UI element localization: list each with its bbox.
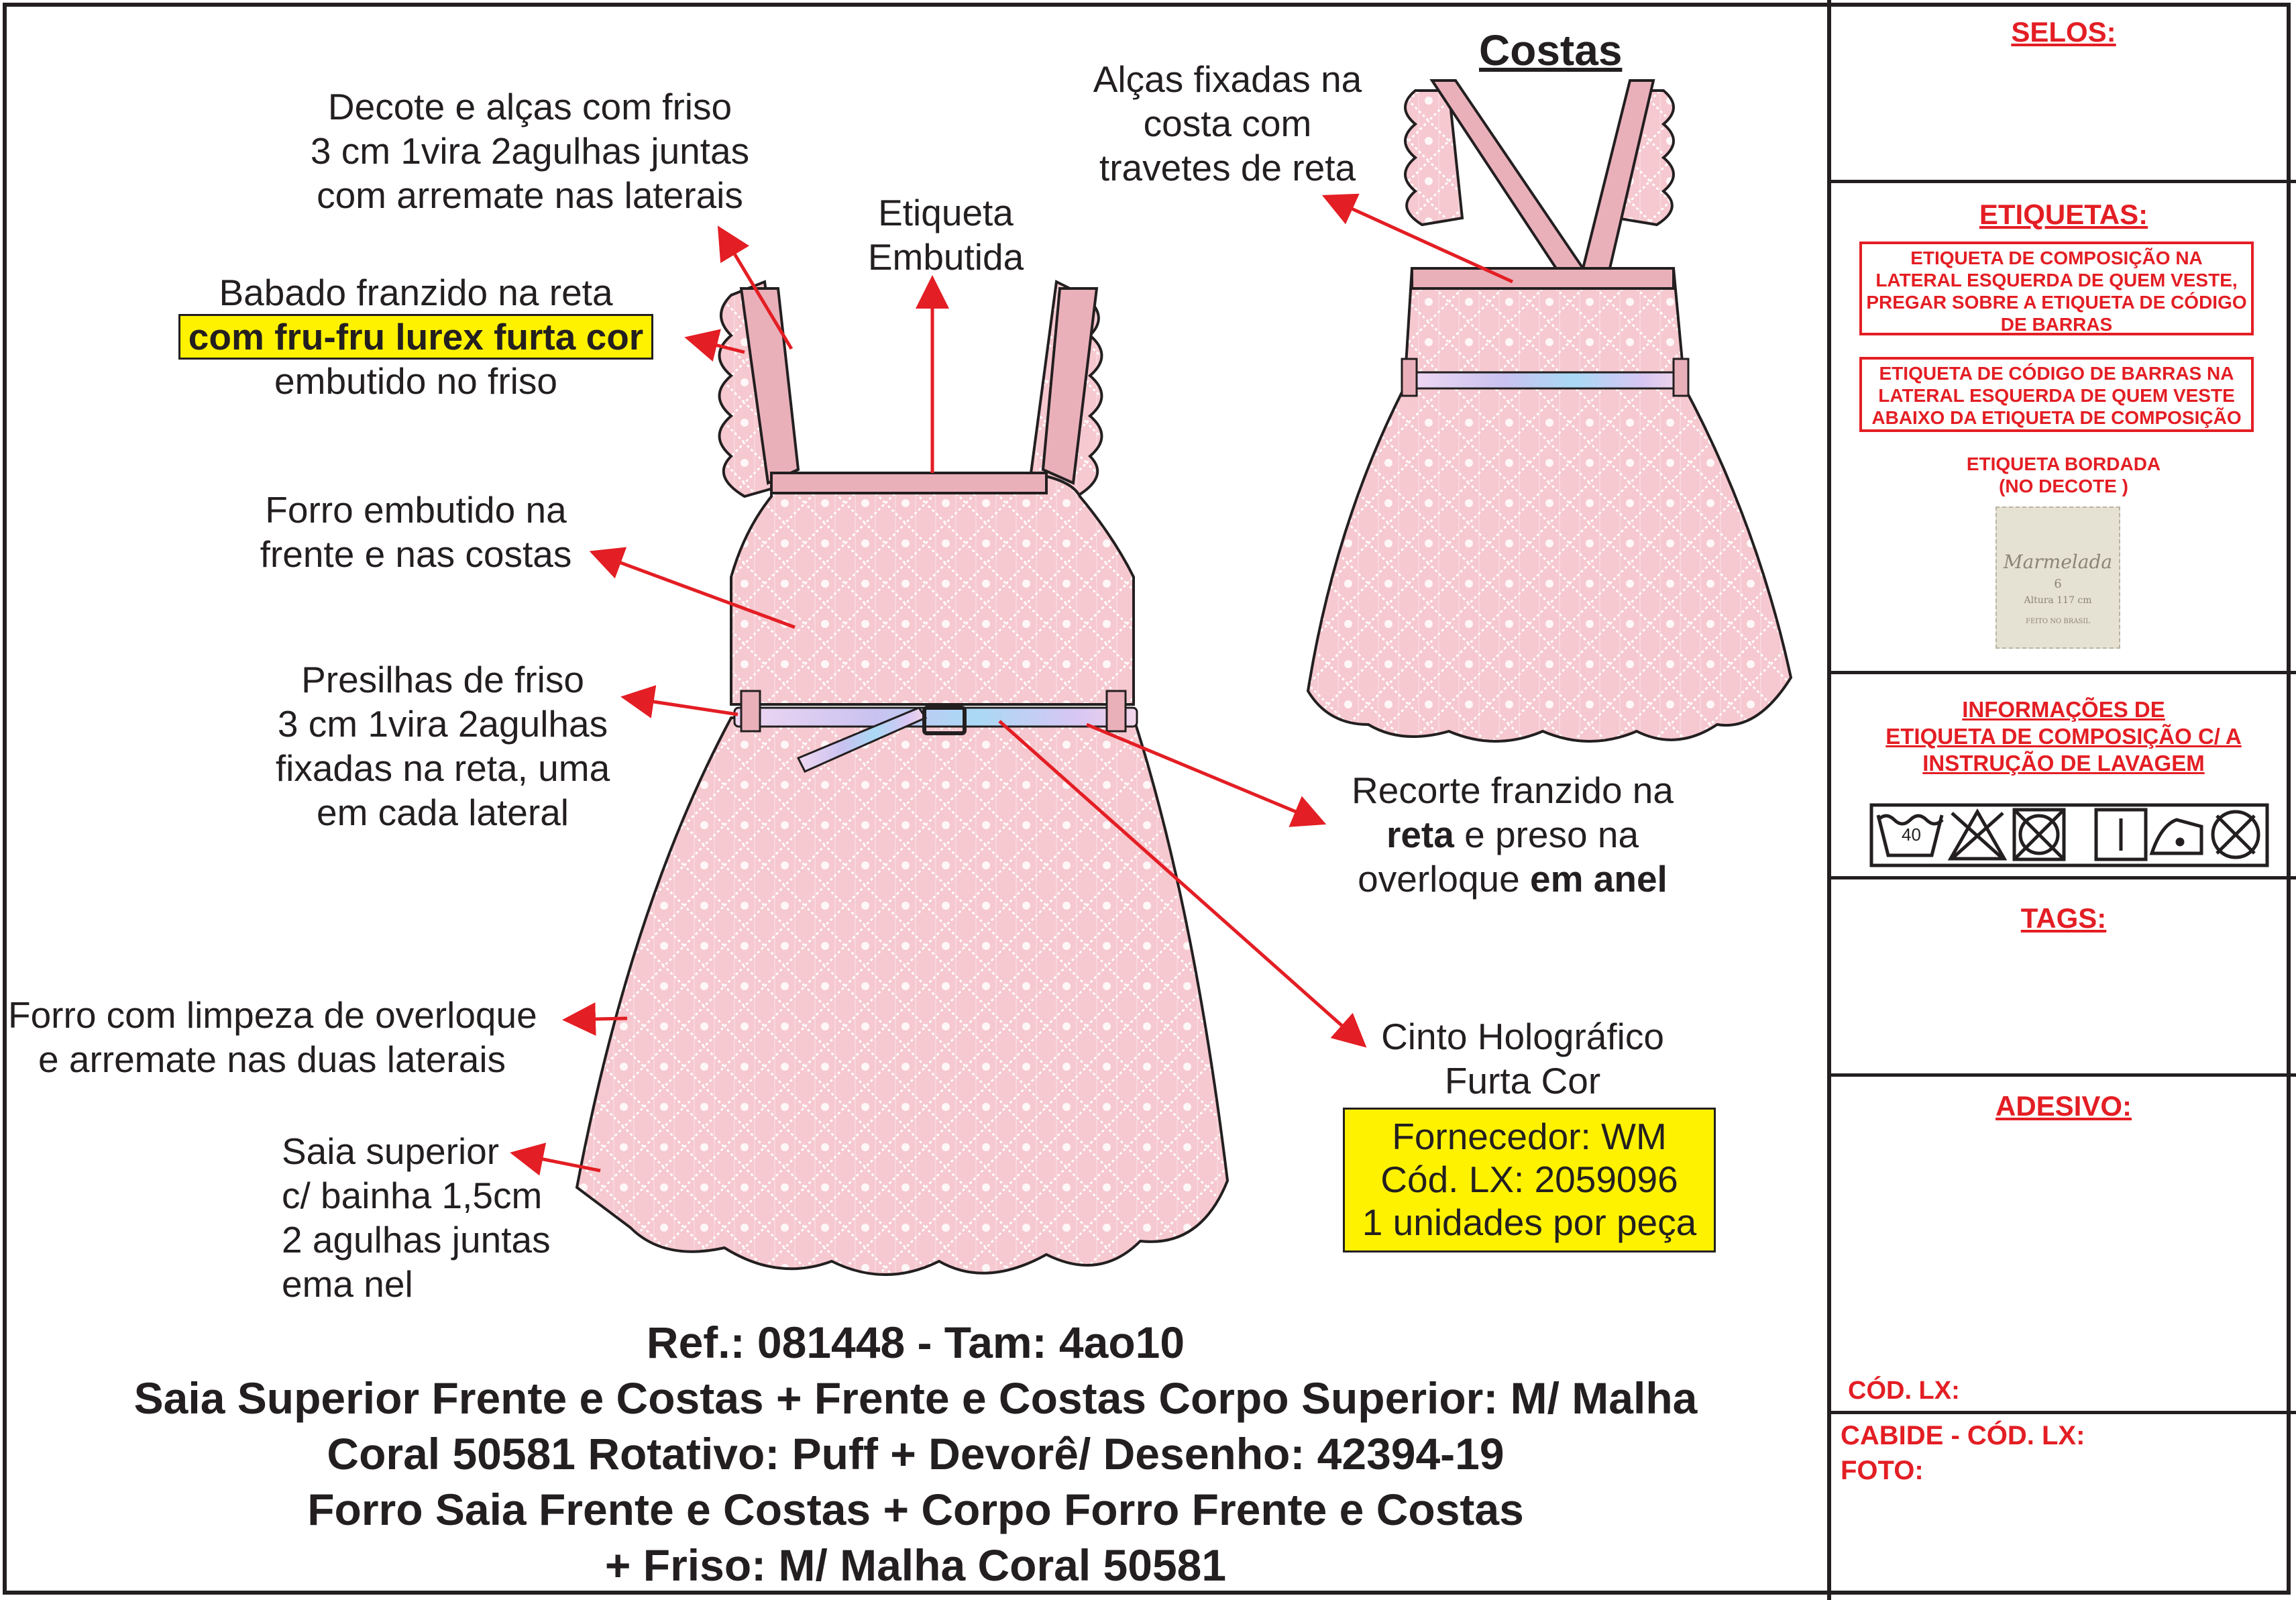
presilhas-annotation: [255, 657, 631, 835]
embroidered-label: [1996, 506, 2120, 649]
etiqueta-embutida-annotation: [838, 191, 1053, 279]
presilhas-line-3: fixadas na reta, uma: [275, 747, 610, 789]
wash-temp-text: 40: [1902, 824, 1921, 845]
front-dress: [577, 282, 1227, 1275]
adesivo-heading: ADESIVO:: [1995, 1090, 2132, 1122]
tags-heading: TAGS:: [2020, 902, 2107, 934]
etiquetas-heading: ETIQUETAS:: [1979, 199, 2148, 230]
back-dress: [1308, 81, 1791, 741]
supplier-line-1: Fornecedor: WM: [1392, 1116, 1667, 1157]
label-height: Altura 117 cm: [2024, 595, 2092, 606]
label-made: FEITO NO BRASIL: [2026, 618, 2090, 625]
decote-line-3: com arremate nas laterais: [317, 174, 743, 216]
supplier-line-3: 1 unidades por peça: [1362, 1202, 1697, 1243]
etiqueta-embutida-line-1: Etiqueta: [878, 192, 1014, 233]
forro-limpeza-annotation: [8, 993, 585, 1081]
informacoes-line-1: INFORMAÇÕES DE: [1962, 697, 2165, 722]
recorte-line-3: overloque em anel: [1358, 858, 1668, 900]
cinto-line-1: Cinto Holográfico: [1381, 1016, 1664, 1057]
alcas-costa-annotation: [1080, 57, 1375, 190]
forro-limpeza-line-1: Forro com limpeza de overloque: [8, 994, 537, 1036]
label-size: 6: [2054, 577, 2062, 591]
informacoes-line-2: ETIQUETA DE COMPOSIÇÃO C/ A: [1885, 724, 2242, 749]
presilhas-line-1: Presilhas de friso: [301, 659, 584, 700]
decote-annotation: [288, 85, 771, 217]
selos-heading: SELOS:: [2011, 16, 2116, 48]
codigo-barras-box: ETIQUETA DE CÓDIGO DE BARRAS NA LATERAL ESQUERDA DE QUEM VESTE ABAIXO DA ETIQUETA DE COMPOSIÇÃO: [1859, 357, 2254, 432]
cinto-line-2: Furta Cor: [1444, 1060, 1601, 1102]
foto-label: FOTO:: [1841, 1456, 1924, 1485]
bordada-line-1: ETIQUETA BORDADA: [1966, 454, 2161, 474]
informacoes-heading: [1831, 696, 2296, 777]
title-line-3: Coral 50581 Rotativo: Puff + Devorê/ Desenho: 42394-19: [327, 1429, 1505, 1479]
saia-line-3: 2 agulhas juntas: [282, 1219, 551, 1261]
babado-annotation: [154, 270, 677, 403]
bordada-line-2: (NO DECOTE ): [1999, 476, 2128, 496]
babado-line-1: Babado franzido na reta: [219, 272, 613, 313]
cinto-annotation: [1368, 1014, 1677, 1103]
title-line-2: Saia Superior Frente e Costas + Frente e Costas Corpo Superior: M/ Malha: [133, 1373, 1698, 1423]
forro-embutido-line-2: frente e nas costas: [260, 533, 572, 575]
saia-line-2: c/ bainha 1,5cm: [282, 1175, 543, 1216]
forro-limpeza-line-2: e arremate nas duas laterais: [38, 1038, 506, 1080]
etiqueta-embutida-line-2: Embutida: [867, 236, 1024, 278]
costas-title: Costas: [1479, 26, 1623, 74]
recorte-annotation: [1325, 768, 1700, 901]
informacoes-line-3: INSTRUÇÃO DE LAVAGEM: [1922, 751, 2205, 776]
decote-line-1: Decote e alças com friso: [327, 86, 732, 127]
composicao-box: ETIQUETA DE COMPOSIÇÃO NA LATERAL ESQUERDA DE QUEM VESTE, PREGAR SOBRE A ETIQUETA DE CÓDIGO DE BARRAS: [1859, 242, 2254, 335]
cod-lx-label: CÓD. LX:: [1848, 1377, 1960, 1405]
babado-line-3: embutido no friso: [274, 360, 557, 402]
title-block: [7, 1315, 1824, 1593]
saia-line-4: ema nel: [282, 1263, 413, 1305]
alcas-line-2: costa com: [1143, 103, 1312, 144]
title-line-4: Forro Saia Frente e Costas + Corpo Forro Frente e Costas: [307, 1485, 1524, 1534]
supplier-box: [1343, 1108, 1716, 1252]
presilhas-line-2: 3 cm 1vira 2agulhas: [277, 703, 608, 745]
saia-line-1: Saia superior: [282, 1130, 500, 1172]
decote-line-2: 3 cm 1vira 2agulhas juntas: [310, 130, 750, 172]
label-brand: Marmelada: [2003, 551, 2113, 573]
forro-embutido-annotation: [241, 488, 590, 576]
cabide-label: CABIDE - CÓD. LX:: [1841, 1421, 2085, 1450]
bordada-text: [1831, 453, 2296, 497]
saia-superior-annotation: [282, 1129, 577, 1306]
forro-embutido-line-1: Forro embutido na: [265, 489, 567, 531]
presilhas-line-4: em cada lateral: [316, 792, 569, 833]
alcas-line-3: travetes de reta: [1099, 147, 1356, 189]
babado-highlight: com fru-fru lurex furta cor: [178, 314, 653, 360]
recorte-line-2: reta e preso na: [1386, 814, 1639, 855]
title-line-5: + Friso: M/ Malha Coral 50581: [604, 1540, 1227, 1590]
alcas-line-1: Alças fixadas na: [1093, 58, 1362, 100]
recorte-line-1: Recorte franzido na: [1352, 769, 1674, 811]
title-line-1: Ref.: 081448 - Tam: 4ao10: [646, 1318, 1185, 1367]
supplier-line-2: Cód. LX: 2059096: [1380, 1159, 1678, 1200]
